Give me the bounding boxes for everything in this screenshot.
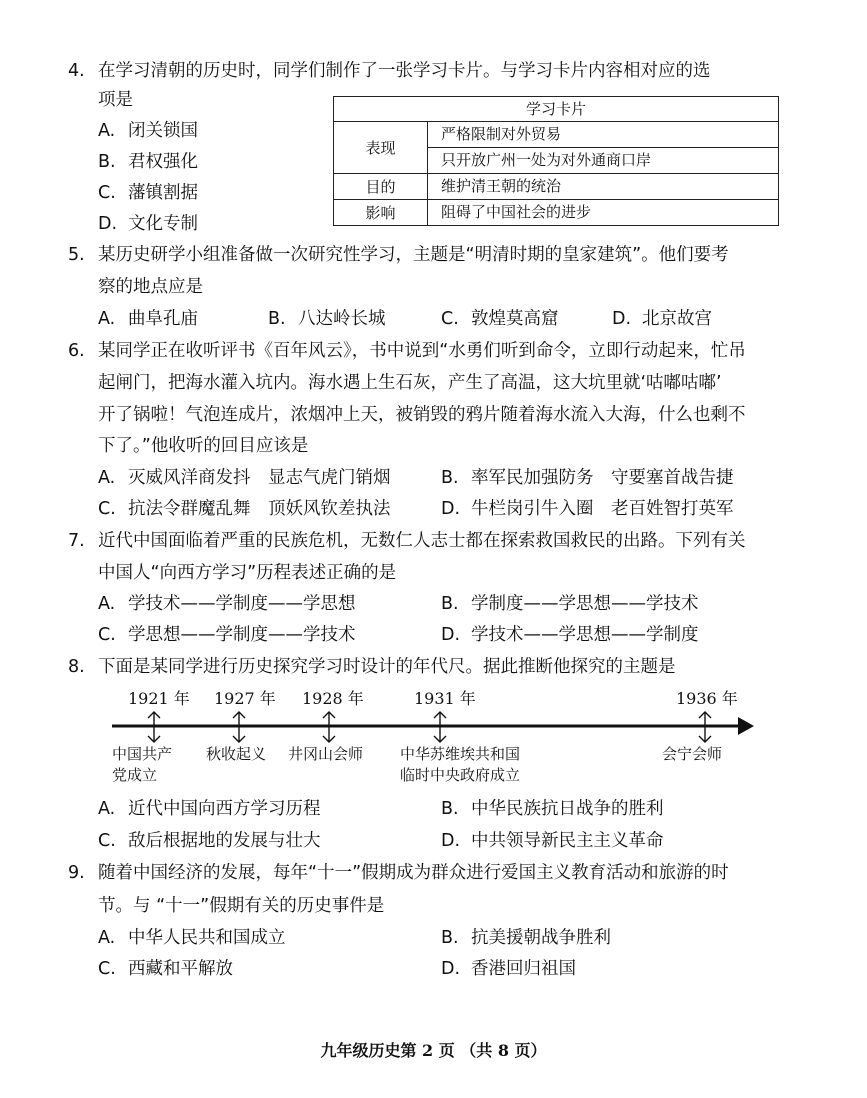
timeline-event-label	[400, 744, 520, 786]
option-label: D.	[441, 959, 461, 979]
timeline-event-line: 秋收起义	[206, 745, 267, 763]
option-label: A.	[98, 309, 116, 329]
q8-option-b[interactable]	[441, 797, 664, 821]
q8-number: 8.	[68, 657, 85, 677]
option-label: C.	[98, 831, 116, 851]
q6-option-a[interactable]	[98, 466, 391, 490]
option-label: A.	[98, 799, 116, 819]
option-label: C.	[98, 625, 116, 645]
q9-stem-line-1: 随着中国经济的发展，每年“十一”假期成为群众进行爱国主义教育活动和旅游的时	[98, 863, 729, 883]
study-card-key-manifestation: 表现	[334, 122, 428, 173]
study-card-value: 阻碍了中国社会的进步	[441, 203, 592, 221]
study-card-value: 严格限制对外贸易	[441, 125, 562, 143]
option-text: 中华人民共和国成立	[128, 928, 286, 948]
option-label: A.	[98, 928, 116, 948]
q9-option-a[interactable]	[98, 926, 286, 950]
option-text: 八达岭长城	[298, 309, 386, 329]
q6-stem-line-2: 起闸门，把海水灌入坑内。海水遇上生石灰，产生了高温，这大坑里就‘咕嘟咕嘟’	[98, 373, 722, 393]
timeline-event-line: 临时中央政府成立	[400, 766, 521, 784]
timeline-event-line: 中国共产	[112, 745, 173, 763]
option-label: A.	[98, 594, 116, 614]
option-text: 抗法令群魔乱舞 顶妖风钦差执法	[128, 499, 391, 519]
q7-stem-line-2: 中国人“向西方学习”历程表述正确的是	[98, 563, 397, 583]
option-label: D.	[441, 831, 461, 851]
timeline-event-line: 井冈山会师	[288, 745, 364, 763]
q9-option-d[interactable]	[441, 957, 576, 981]
q5-option-c[interactable]	[441, 307, 559, 331]
timeline-year: 1928 年	[302, 689, 364, 708]
q7-stem-line-1: 近代中国面临着严重的民族危机，无数仁人志士都在探索救国救民的出路。下列有关	[98, 531, 746, 551]
timeline-ruler	[108, 686, 768, 786]
q5-option-d[interactable]	[612, 307, 712, 331]
option-label: B.	[441, 468, 459, 488]
option-label: B.	[441, 799, 459, 819]
timeline-event-label	[288, 744, 363, 765]
q6-stem-line-4: 下了。”他收听的回目应该是	[98, 436, 309, 456]
option-text: 率军民加强防务 守要塞首战告捷	[471, 468, 734, 488]
timeline-event-line: 会宁会师	[662, 745, 723, 763]
q9-stem-line-2: 节。与 “十一”假期有关的历史事件是	[98, 896, 385, 916]
study-card-table	[333, 96, 779, 226]
option-label: C.	[98, 499, 116, 519]
q4-option-b[interactable]	[98, 150, 198, 174]
option-text: 香港回归祖国	[471, 959, 576, 979]
q5-number: 5.	[68, 245, 85, 265]
q6-number: 6.	[68, 341, 85, 361]
option-text: 学技术——学思想——学制度	[471, 625, 699, 645]
option-text: 文化专制	[128, 214, 198, 234]
q7-option-a[interactable]	[98, 592, 356, 616]
q7-option-d[interactable]	[441, 623, 699, 647]
timeline-event-line: 党成立	[112, 766, 158, 784]
study-card-key-purpose: 目的	[334, 174, 428, 199]
q5-stem-line-2: 察的地点应是	[98, 277, 203, 297]
option-label: C.	[98, 959, 116, 979]
option-text: 敦煌莫高窟	[471, 309, 559, 329]
q6-stem-line-1: 某同学正在收听评书《百年风云》，书中说到“水勇们听到命令，立即行动起来，忙吊	[98, 341, 746, 361]
option-text: 近代中国向西方学习历程	[128, 799, 321, 819]
timeline-year: 1936 年	[676, 689, 738, 708]
option-text: 灭威风洋商发抖 显志气虎门销烟	[128, 468, 391, 488]
q9-option-c[interactable]	[98, 957, 233, 981]
q7-option-b[interactable]	[441, 592, 699, 616]
q4-stem-line-2: 项是	[98, 90, 133, 110]
option-label: C.	[441, 309, 459, 329]
option-text: 闭关锁国	[128, 121, 198, 141]
option-text: 学思想——学制度——学技术	[128, 625, 356, 645]
option-label: D.	[612, 309, 632, 329]
option-text: 君权强化	[128, 152, 198, 172]
option-label: D.	[441, 625, 461, 645]
q5-stem-line-1: 某历史研学小组准备做一次研究性学习，主题是“明清时期的皇家建筑”。他们要考	[98, 245, 729, 265]
q6-option-b[interactable]	[441, 466, 734, 490]
q6-option-d[interactable]	[441, 497, 734, 521]
q6-option-c[interactable]	[98, 497, 391, 521]
q4-option-d[interactable]	[98, 212, 198, 236]
timeline-year: 1931 年	[414, 689, 476, 708]
option-label: A.	[98, 468, 116, 488]
timeline-year: 1927 年	[214, 689, 276, 708]
q6-stem-line-3: 开了锅啦！气泡连成片，浓烟冲上天，被销毁的鸦片随着海水流入大海，什么也剩不	[98, 405, 746, 425]
option-text: 敌后根据地的发展与壮大	[128, 831, 321, 851]
page-footer: 九年级历史第 2 页 （共 8 页）	[320, 1041, 547, 1060]
option-text: 牛栏岗引牛入圈 老百姓智打英军	[471, 499, 734, 519]
option-text: 学制度——学思想——学技术	[471, 594, 699, 614]
study-card-title: 学习卡片	[525, 100, 586, 118]
q4-option-c[interactable]	[98, 181, 198, 205]
q4-stem-line-1: 在学习清朝的历史时，同学们制作了一张学习卡片。与学习卡片内容相对应的选	[98, 61, 711, 81]
option-label: D.	[441, 499, 461, 519]
q8-option-d[interactable]	[441, 829, 664, 853]
q9-number: 9.	[68, 863, 85, 883]
option-text: 抗美援朝战争胜利	[471, 928, 611, 948]
q8-option-c[interactable]	[98, 829, 321, 853]
option-text: 学技术——学制度——学思想	[128, 594, 356, 614]
option-label: D.	[98, 214, 118, 234]
option-text: 曲阜孔庙	[128, 309, 198, 329]
q4-option-a[interactable]	[98, 119, 198, 143]
timeline-event-label	[112, 744, 172, 786]
study-card-key-impact: 影响	[334, 200, 428, 225]
study-card-value: 只开放广州一处为对外通商口岸	[428, 147, 778, 173]
q7-option-c[interactable]	[98, 623, 356, 647]
study-card-value: 维护清王朝的统治	[441, 177, 562, 195]
q7-number: 7.	[68, 531, 85, 551]
q5-option-a[interactable]	[98, 307, 198, 331]
option-label: B.	[441, 594, 459, 614]
timeline-year: 1921 年	[128, 689, 190, 708]
timeline-event-line: 中华苏维埃共和国	[400, 745, 521, 763]
q5-option-b[interactable]	[268, 307, 386, 331]
timeline-event-label	[662, 744, 722, 765]
option-label: B.	[268, 309, 286, 329]
option-label: A.	[98, 121, 116, 141]
q8-stem-line-1: 下面是某同学进行历史探究学习时设计的年代尺。据此推断他探究的主题是	[98, 657, 676, 677]
option-text: 西藏和平解放	[128, 959, 233, 979]
timeline-event-label	[206, 744, 266, 765]
option-text: 中华民族抗日战争的胜利	[471, 799, 664, 819]
option-text: 藩镇割据	[128, 183, 198, 203]
option-label: B.	[441, 928, 459, 948]
q4-number: 4.	[68, 61, 85, 81]
q8-option-a[interactable]	[98, 797, 321, 821]
option-text: 中共领导新民主主义革命	[471, 831, 664, 851]
timeline-arrow-icon	[738, 717, 754, 735]
option-label: C.	[98, 183, 116, 203]
option-text: 北京故宫	[642, 309, 712, 329]
option-label: B.	[98, 152, 116, 172]
q9-option-b[interactable]	[441, 926, 611, 950]
